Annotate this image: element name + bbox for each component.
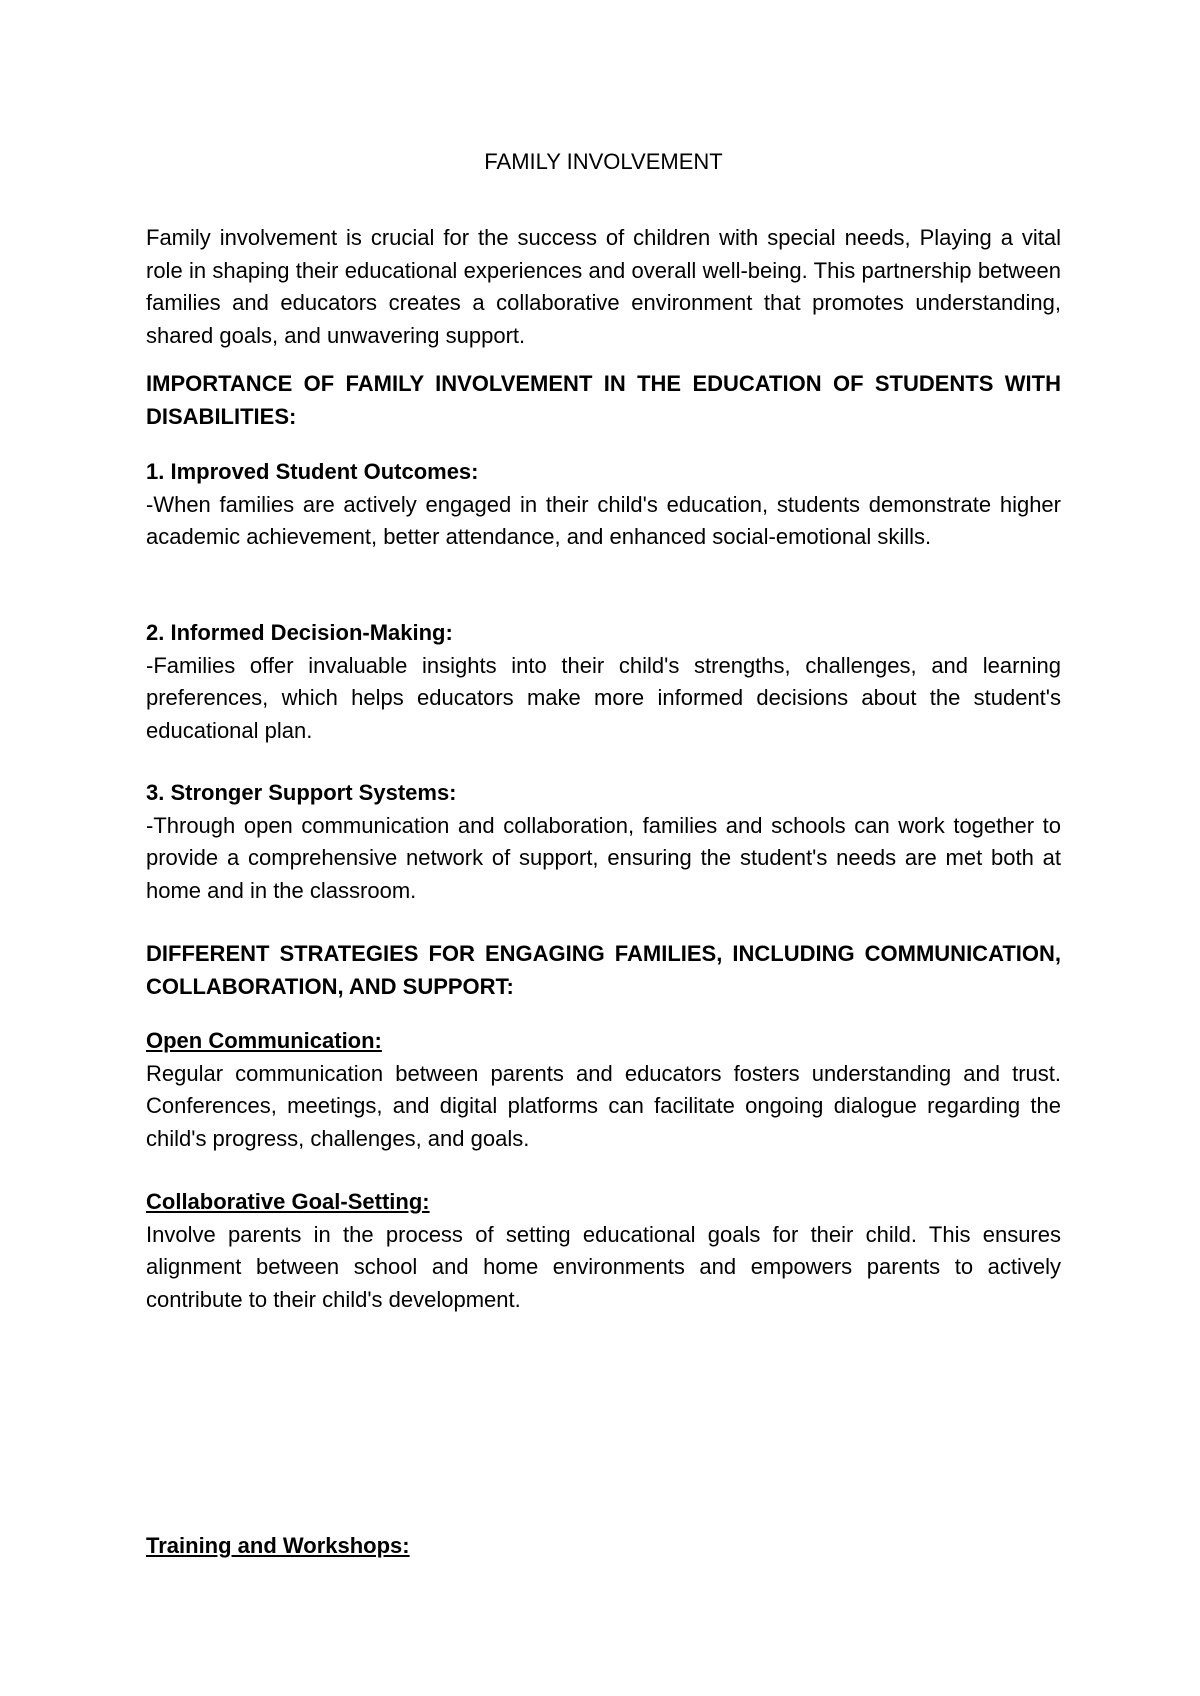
strategy-3-heading: Training and Workshops: [146,1533,410,1558]
strategy-2-text: Involve parents in the process of setting educational goals for their child. This ensures alignment between school and home environments and empowers parents to actively contribute to their child's development. [146,1221,1061,1312]
point-1 [146,456,1061,554]
point-3 [146,777,1061,907]
document-page [146,0,1061,1696]
point-2 [146,617,1061,747]
intro-paragraph: Family involvement is crucial for the success of children with special needs, Playing a vital role in shaping their educational experiences and overall well-being. This partnership between families and educators creates a collaborative environment that promotes understanding, shared goals, and unwavering support. [146,225,1061,348]
point-1-text: -When families are actively engaged in their child's education, students demonstrate higher academic achievement, better attendance, and enhanced social-emotional skills. [146,491,1061,549]
strategy-1-text: Regular communication between parents and educators fosters understanding and trust. Conferences, meetings, and digital platforms can facilitate ongoing dialogue regarding the child's progress, challenges, and goals. [146,1060,1061,1151]
point-3-heading: 3. Stronger Support Systems: [146,780,457,805]
strategies-heading: DIFFERENT STRATEGIES FOR ENGAGING FAMILIES, INCLUDING COMMUNICATION, COLLABORATION, AND SUPPORT: [146,941,1061,999]
strategy-training-workshops [146,1530,1061,1563]
strategy-collaborative-goal-setting [146,1186,1061,1316]
point-3-text: -Through open communication and collaboration, families and schools can work together to provide a comprehensive network of support, ensuring the student's needs are met both at home and in the classroom. [146,812,1061,903]
point-2-text: -Families offer invaluable insights into their child's strengths, challenges, and learning preferences, which helps educators make more informed decisions about the student's educational plan. [146,652,1061,743]
point-1-heading: 1. Improved Student Outcomes: [146,459,479,484]
importance-heading: IMPORTANCE OF FAMILY INVOLVEMENT IN THE EDUCATION OF STUDENTS WITH DISABILITIES: [146,371,1061,429]
strategy-1-heading: Open Communication: [146,1028,382,1053]
point-2-heading: 2. Informed Decision-Making: [146,620,453,645]
strategy-open-communication [146,1025,1061,1155]
document-title: FAMILY INVOLVEMENT [484,149,723,174]
strategy-2-heading: Collaborative Goal-Setting: [146,1189,430,1214]
